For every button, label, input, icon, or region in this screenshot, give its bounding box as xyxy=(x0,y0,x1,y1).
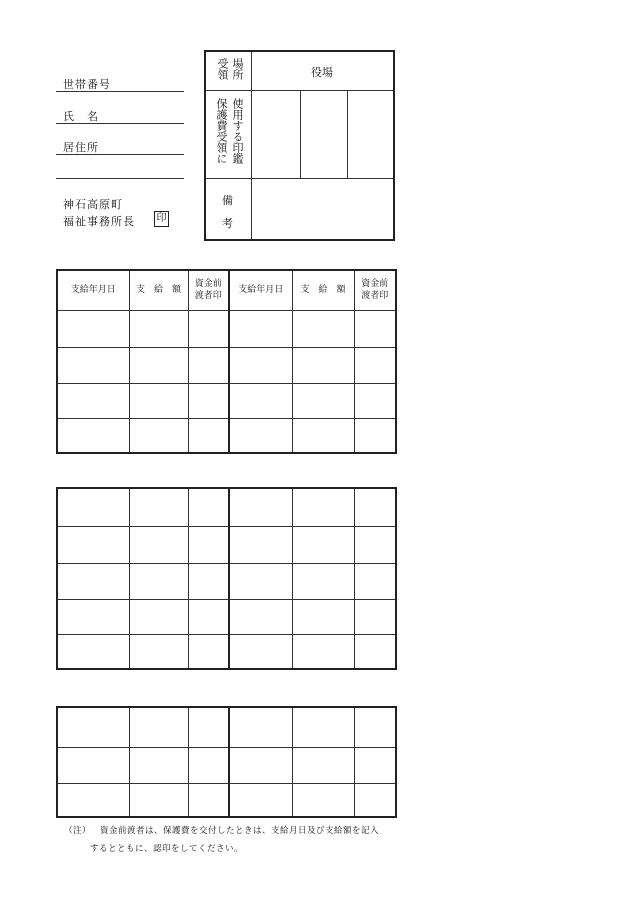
cell[interactable] xyxy=(188,634,229,669)
note-line-1: 資金前渡者は、保護費を交付したときは、支給月日及び支給額を記入 xyxy=(100,826,380,836)
payment-record-table-1 xyxy=(56,269,397,454)
remarks-label-1: 備 xyxy=(222,194,233,207)
address-line-2 xyxy=(56,178,184,179)
cell[interactable] xyxy=(292,563,354,599)
cell[interactable] xyxy=(188,783,229,817)
cell[interactable] xyxy=(188,383,229,418)
cell[interactable] xyxy=(188,347,229,383)
cell[interactable] xyxy=(229,418,292,453)
cell[interactable] xyxy=(188,310,229,347)
info-box-label-divider xyxy=(251,52,252,239)
cell[interactable] xyxy=(292,747,354,783)
cell[interactable] xyxy=(354,310,396,347)
cell[interactable] xyxy=(292,526,354,563)
payment-record-table-3 xyxy=(56,706,397,818)
cell[interactable] xyxy=(188,488,229,526)
office-town-label: 神石高原町 xyxy=(63,198,123,211)
receipt-place-value: 役場 xyxy=(311,66,333,79)
cell[interactable] xyxy=(354,707,396,747)
cell[interactable] xyxy=(354,347,396,383)
cell[interactable] xyxy=(57,783,129,817)
info-box-row-divider-2 xyxy=(206,178,393,179)
cell[interactable] xyxy=(129,383,188,418)
table-row xyxy=(57,634,396,669)
table-row xyxy=(57,563,396,599)
seal-cell-divider-2 xyxy=(347,90,348,178)
cell[interactable] xyxy=(354,599,396,634)
cell[interactable] xyxy=(129,599,188,634)
cell[interactable] xyxy=(229,563,292,599)
cell[interactable] xyxy=(57,747,129,783)
cell[interactable] xyxy=(229,526,292,563)
cell[interactable] xyxy=(57,418,129,453)
receipt-place-label-right: 場所 xyxy=(231,58,244,80)
table-row xyxy=(57,526,396,563)
cell[interactable] xyxy=(188,563,229,599)
seal-label-right: 使用する印鑑 xyxy=(231,98,244,164)
table-row xyxy=(57,418,396,453)
cell[interactable] xyxy=(129,310,188,347)
cell[interactable] xyxy=(57,707,129,747)
cell[interactable] xyxy=(229,599,292,634)
address-line xyxy=(56,154,184,155)
cell[interactable] xyxy=(229,783,292,817)
cell[interactable] xyxy=(188,707,229,747)
cell[interactable] xyxy=(129,347,188,383)
table-row xyxy=(57,347,396,383)
cell[interactable] xyxy=(229,310,292,347)
cell[interactable] xyxy=(292,783,354,817)
cell[interactable] xyxy=(57,634,129,669)
cell[interactable] xyxy=(188,526,229,563)
table-row xyxy=(57,488,396,526)
cell[interactable] xyxy=(188,747,229,783)
cell[interactable] xyxy=(188,418,229,453)
header-payment-date: 支給年月日 xyxy=(57,270,129,310)
cell[interactable] xyxy=(292,634,354,669)
cell[interactable] xyxy=(129,526,188,563)
table-row xyxy=(57,599,396,634)
cell[interactable] xyxy=(129,707,188,747)
cell[interactable] xyxy=(354,783,396,817)
cell[interactable] xyxy=(354,383,396,418)
cell[interactable] xyxy=(57,488,129,526)
cell[interactable] xyxy=(57,599,129,634)
table-row xyxy=(57,783,396,817)
cell[interactable] xyxy=(229,488,292,526)
table-row xyxy=(57,747,396,783)
note-line-2: するとともに、認印をしてください。 xyxy=(90,844,244,854)
cell[interactable] xyxy=(292,310,354,347)
cell[interactable] xyxy=(292,599,354,634)
cell[interactable] xyxy=(129,488,188,526)
cell[interactable] xyxy=(292,707,354,747)
header-advance-seal: 資金前 渡者印 xyxy=(188,270,229,310)
cell[interactable] xyxy=(229,383,292,418)
office-director-label: 福祉事務所長 xyxy=(63,215,135,228)
cell[interactable] xyxy=(129,783,188,817)
seal-mark: 印 xyxy=(154,211,169,227)
cell[interactable] xyxy=(57,383,129,418)
cell[interactable] xyxy=(57,347,129,383)
cell[interactable] xyxy=(229,747,292,783)
household-number-label: 世帯番号 xyxy=(63,78,111,91)
cell[interactable] xyxy=(292,418,354,453)
table-row xyxy=(57,310,396,347)
cell[interactable] xyxy=(354,418,396,453)
cell[interactable] xyxy=(292,347,354,383)
cell[interactable] xyxy=(188,599,229,634)
table-row xyxy=(57,383,396,418)
cell[interactable] xyxy=(354,563,396,599)
name-line xyxy=(56,123,184,124)
header-advance-seal-2: 資金前 渡者印 xyxy=(354,270,396,310)
cell[interactable] xyxy=(354,526,396,563)
note-prefix: （注） xyxy=(64,826,92,836)
cell[interactable] xyxy=(129,563,188,599)
cell[interactable] xyxy=(129,634,188,669)
cell[interactable] xyxy=(354,488,396,526)
cell[interactable] xyxy=(292,383,354,418)
payment-record-table-2 xyxy=(56,487,397,670)
cell[interactable] xyxy=(57,563,129,599)
cell[interactable] xyxy=(57,310,129,347)
header-payment-date-2: 支給年月日 xyxy=(229,270,292,310)
cell[interactable] xyxy=(57,526,129,563)
cell[interactable] xyxy=(354,634,396,669)
name-label: 氏 名 xyxy=(63,110,99,123)
table-row xyxy=(57,707,396,747)
cell[interactable] xyxy=(129,747,188,783)
cell[interactable] xyxy=(229,347,292,383)
cell[interactable] xyxy=(229,707,292,747)
remarks-label-2: 考 xyxy=(222,217,233,230)
table-header-row xyxy=(57,270,396,310)
header-payment-amount-2: 支 給 額 xyxy=(292,270,354,310)
receipt-place-label-left: 受領 xyxy=(216,58,229,80)
household-number-line xyxy=(56,91,184,92)
cell[interactable] xyxy=(229,634,292,669)
cell[interactable] xyxy=(354,747,396,783)
seal-cell-divider-1 xyxy=(300,90,301,178)
cell[interactable] xyxy=(292,488,354,526)
address-label: 居住所 xyxy=(63,141,99,154)
header-payment-amount: 支 給 額 xyxy=(129,270,188,310)
seal-label-left: 保護費受領に xyxy=(215,98,228,164)
receipt-info-box xyxy=(204,50,395,241)
cell[interactable] xyxy=(129,418,188,453)
